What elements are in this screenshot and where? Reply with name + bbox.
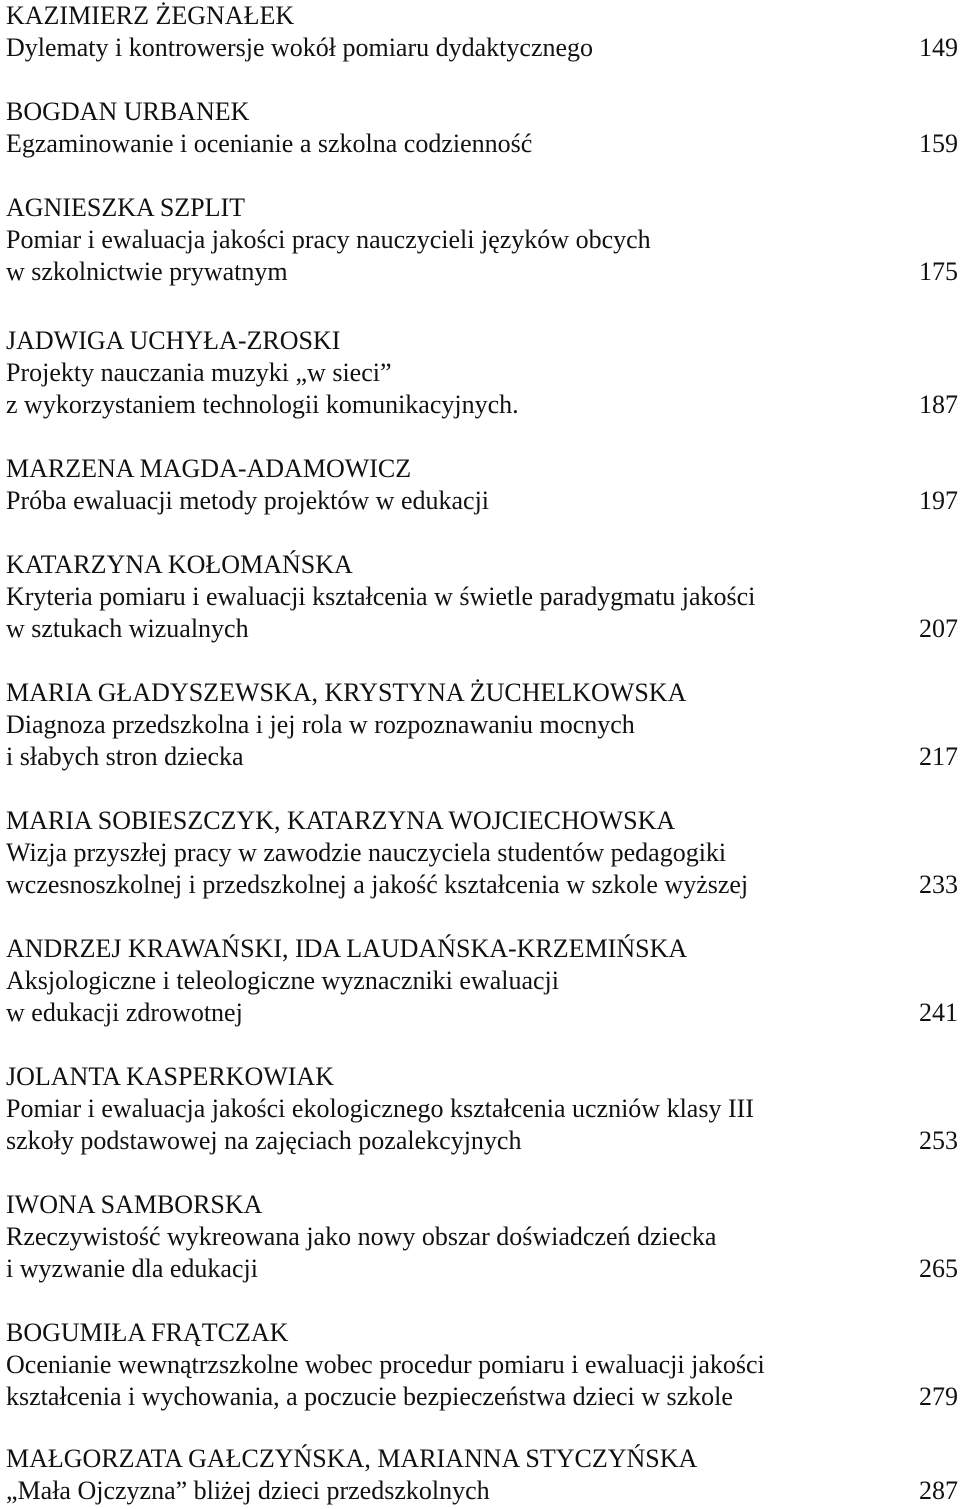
entry-page-number: 217 bbox=[919, 742, 958, 771]
toc-entry bbox=[6, 677, 958, 773]
entry-page-number: 253 bbox=[919, 1126, 958, 1155]
toc-entry bbox=[6, 1189, 958, 1285]
toc-entry bbox=[6, 453, 958, 517]
entry-title-line bbox=[6, 1381, 958, 1413]
entry-title-line bbox=[6, 869, 958, 901]
entry-page-number: 279 bbox=[919, 1382, 958, 1411]
entry-author: MARZENA MAGDA-ADAMOWICZ bbox=[6, 454, 412, 483]
entry-title-line bbox=[6, 1221, 958, 1253]
entry-title-text: Pomiar i ewaluacja jakości ekologicznego kształcenia uczniów klasy III bbox=[6, 1094, 754, 1123]
entry-author: JOLANTA KASPERKOWIAK bbox=[6, 1062, 334, 1091]
entry-page-number: 159 bbox=[919, 129, 958, 158]
entry-title-line bbox=[6, 709, 958, 741]
toc-entry bbox=[6, 0, 958, 64]
entry-title-text: z wykorzystaniem technologii komunikacyjnych. bbox=[6, 390, 519, 419]
entry-page-number: 175 bbox=[919, 257, 958, 286]
entry-title-text: w edukacji zdrowotnej bbox=[6, 998, 243, 1027]
entry-title-text: Pomiar i ewaluacja jakości pracy nauczycieli języków obcych bbox=[6, 225, 651, 254]
entry-title-text: szkoły podstawowej na zajęciach pozalekcyjnych bbox=[6, 1126, 522, 1155]
entry-author: BOGDAN URBANEK bbox=[6, 97, 250, 126]
entry-title-text: Próba ewaluacji metody projektów w edukacji bbox=[6, 486, 490, 515]
entry-title-text: Diagnoza przedszkolna i jej rola w rozpoznawaniu mocnych bbox=[6, 710, 635, 739]
entry-title-line bbox=[6, 1349, 958, 1381]
entry-title-text: Aksjologiczne i teleologiczne wyznaczniki ewaluacji bbox=[6, 966, 559, 995]
entry-title-line bbox=[6, 357, 958, 389]
entry-title-line bbox=[6, 741, 958, 773]
entry-title-text: i słabych stron dziecka bbox=[6, 742, 244, 771]
entry-title-line bbox=[6, 32, 958, 64]
entry-title-line bbox=[6, 1475, 958, 1507]
toc-entry bbox=[6, 325, 958, 421]
entry-title-text: kształcenia i wychowania, a poczucie bezpieczeństwa dzieci w szkole bbox=[6, 1382, 733, 1411]
entry-author: AGNIESZKA SZPLIT bbox=[6, 193, 246, 222]
entry-title-line bbox=[6, 128, 958, 160]
toc-entry bbox=[6, 933, 958, 1029]
toc-entry bbox=[6, 549, 958, 645]
entry-author: MAŁGORZATA GAŁCZYŃSKA, MARIANNA STYCZYŃSKA bbox=[6, 1444, 698, 1473]
entry-title-line bbox=[6, 224, 958, 256]
toc-entry bbox=[6, 96, 958, 160]
entry-title-text: Rzeczywistość wykreowana jako nowy obszar doświadczeń dziecka bbox=[6, 1222, 717, 1251]
entry-author: IWONA SAMBORSKA bbox=[6, 1190, 263, 1219]
entry-author: JADWIGA UCHYŁA-ZROSKI bbox=[6, 326, 341, 355]
entry-title-line bbox=[6, 256, 958, 288]
entry-title-text: Wizja przyszłej pracy w zawodzie nauczyciela studentów pedagogiki bbox=[6, 838, 727, 867]
entry-title-text: Ocenianie wewnątrzszkolne wobec procedur pomiaru i ewaluacji jakości bbox=[6, 1350, 765, 1379]
entry-title-line bbox=[6, 389, 958, 421]
entry-author: KAZIMIERZ ŻEGNAŁEK bbox=[6, 1, 295, 30]
entry-author: BOGUMIŁA FRĄTCZAK bbox=[6, 1318, 289, 1347]
entry-title-line bbox=[6, 1253, 958, 1285]
entry-page-number: 233 bbox=[919, 870, 958, 899]
entry-page-number: 287 bbox=[919, 1476, 958, 1505]
entry-title-text: Kryteria pomiaru i ewaluacji kształcenia w świetle paradygmatu jakości bbox=[6, 582, 756, 611]
entry-page-number: 241 bbox=[919, 998, 958, 1027]
entry-author: ANDRZEJ KRAWAŃSKI, IDA LAUDAŃSKA-KRZEMIŃSKA bbox=[6, 934, 688, 963]
entry-title-text: Projekty nauczania muzyki „w sieci” bbox=[6, 358, 392, 387]
entry-page-number: 149 bbox=[919, 33, 958, 62]
entry-author: KATARZYNA KOŁOMAŃSKA bbox=[6, 550, 353, 579]
entry-title-line bbox=[6, 581, 958, 613]
entry-title-text: Egzaminowanie i ocenianie a szkolna codzienność bbox=[6, 129, 533, 158]
toc-entry bbox=[6, 192, 958, 288]
toc-entry bbox=[6, 1061, 958, 1157]
entry-author: MARIA SOBIESZCZYK, KATARZYNA WOJCIECHOWSKA bbox=[6, 806, 676, 835]
entry-title-line bbox=[6, 613, 958, 645]
entry-page-number: 187 bbox=[919, 390, 958, 419]
entry-title-text: Dylematy i kontrowersje wokół pomiaru dydaktycznego bbox=[6, 33, 594, 62]
entry-page-number: 197 bbox=[919, 486, 958, 515]
toc-entry bbox=[6, 1443, 958, 1507]
entry-title-line bbox=[6, 837, 958, 869]
entry-title-text: wczesnoszkolnej i przedszkolnej a jakość kształcenia w szkole wyższej bbox=[6, 870, 749, 899]
entry-page-number: 265 bbox=[919, 1254, 958, 1283]
entry-author: MARIA GŁADYSZEWSKA, KRYSTYNA ŻUCHELKOWSKA bbox=[6, 678, 687, 707]
entry-title-line bbox=[6, 485, 958, 517]
entry-title-line bbox=[6, 965, 958, 997]
entry-title-line bbox=[6, 1093, 958, 1125]
toc-entry bbox=[6, 1317, 958, 1413]
entry-page-number: 207 bbox=[919, 614, 958, 643]
entry-title-text: „Mała Ojczyzna” bliżej dzieci przedszkolnych bbox=[6, 1476, 490, 1505]
entry-title-text: w sztukach wizualnych bbox=[6, 614, 249, 643]
entry-title-line bbox=[6, 1125, 958, 1157]
entry-title-line bbox=[6, 997, 958, 1029]
entry-title-text: w szkolnictwie prywatnym bbox=[6, 257, 288, 286]
entry-title-text: i wyzwanie dla edukacji bbox=[6, 1254, 258, 1283]
toc-entry bbox=[6, 805, 958, 901]
